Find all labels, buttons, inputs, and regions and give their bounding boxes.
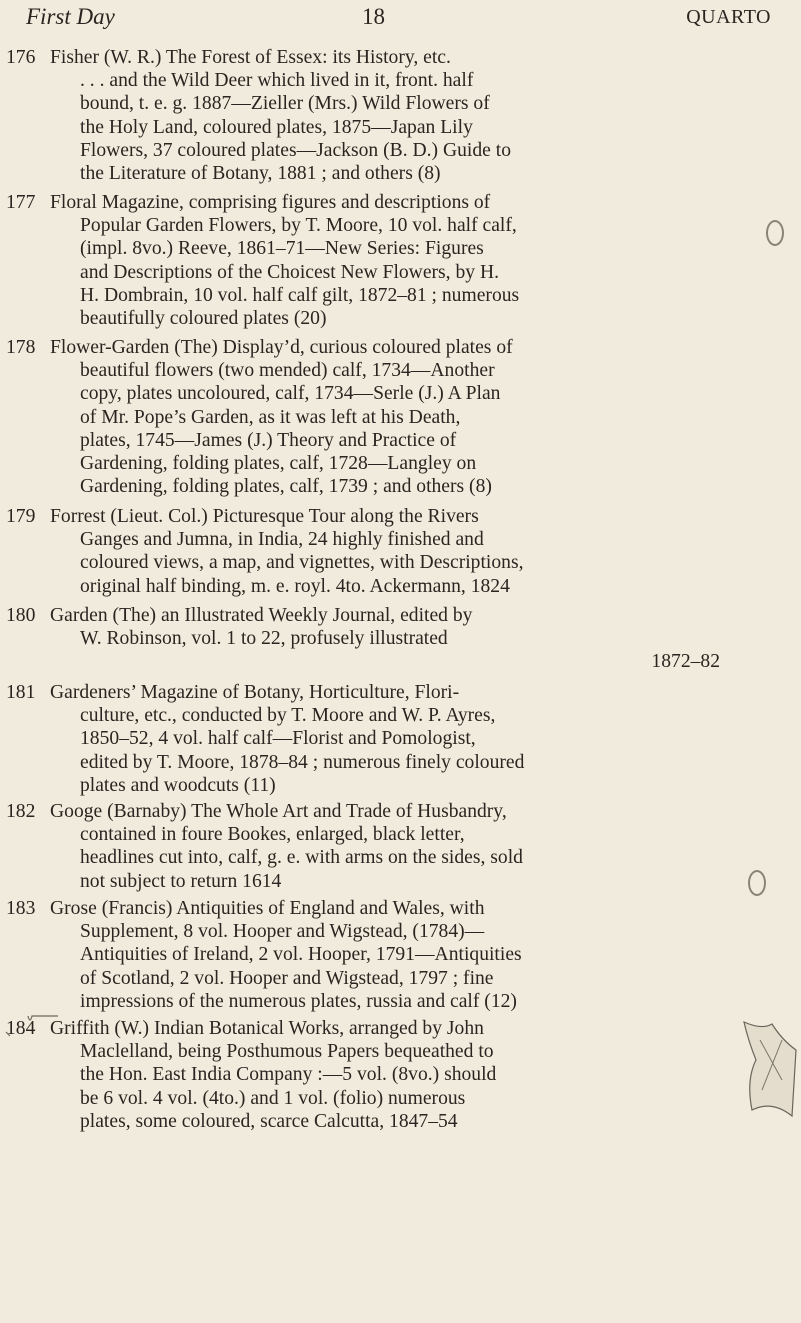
entry-line: be 6 vol. 4 vol. (4to.) and 1 vol. (folio) numerous bbox=[80, 1087, 466, 1109]
entry-line: Forrest (Lieut. Col.) Picturesque Tour along the Rivers bbox=[50, 506, 479, 527]
lot-number: 176 bbox=[6, 47, 36, 68]
entry-line: . . . and the Wild Deer which lived in it, front. half bbox=[80, 70, 474, 92]
catalogue-entry-179 bbox=[6, 505, 720, 598]
catalogue-entry-183 bbox=[6, 897, 720, 1013]
entry-line: of Mr. Pope’s Garden, as it was left at his Death, bbox=[80, 406, 461, 428]
entry-line: W. Robinson, vol. 1 to 22, profusely illustrated bbox=[80, 628, 448, 650]
catalogue-entry-181 bbox=[6, 681, 720, 797]
entry-line: coloured views, a map, and vignettes, with Descriptions, bbox=[80, 552, 524, 574]
entry-line: the Holy Land, coloured plates, 1875—Japan Lily bbox=[80, 116, 473, 138]
entry-line: edited by T. Moore, 1878–84 ; numerous finely coloured bbox=[80, 751, 525, 773]
entry-line: and Descriptions of the Choicest New Flowers, by H. bbox=[80, 261, 500, 283]
entry-line: Floral Magazine, comprising figures and descriptions of bbox=[50, 192, 491, 213]
catalogue-entry-176 bbox=[6, 46, 720, 185]
binding-hole-mark bbox=[748, 870, 766, 896]
entry-line: Garden (The) an Illustrated Weekly Journal, edited by bbox=[50, 605, 473, 626]
entry-line: Gardeners’ Magazine of Botany, Horticulture, Flori- bbox=[50, 682, 460, 703]
lot-number: 179 bbox=[6, 506, 36, 527]
entry-line: Flowers, 37 coloured plates—Jackson (B. D.) Guide to bbox=[80, 139, 511, 161]
entry-line: Gardening, folding plates, calf, 1728—Langley on bbox=[80, 453, 477, 475]
entry-line: Grose (Francis) Antiquities of England and Wales, with bbox=[50, 898, 485, 919]
entry-line: Ganges and Jumna, in India, 24 highly finished and bbox=[80, 529, 484, 551]
entry-date: 1872–82 bbox=[651, 651, 720, 673]
catalogue-entry-180 bbox=[6, 604, 720, 674]
header-day: First Day bbox=[26, 4, 115, 29]
entry-line: original half binding, m. e. royl. 4to. Ackermann, 1824 bbox=[80, 575, 510, 597]
entry-line: Fisher (W. R.) The Forest of Essex: its History, etc. bbox=[50, 47, 451, 68]
entry-line: headlines cut into, calf, g. e. with arms on the sides, sold bbox=[80, 847, 523, 869]
entry-line: Griffith (W.) Indian Botanical Works, arranged by John bbox=[50, 1018, 484, 1039]
entry-line: copy, plates uncoloured, calf, 1734—Serle (J.) A Plan bbox=[80, 383, 501, 405]
entry-line: Flower-Garden (The) Display’d, curious coloured plates of bbox=[50, 337, 513, 358]
entry-line: plates and woodcuts (11) bbox=[80, 774, 276, 796]
page-tear-mark bbox=[742, 1020, 798, 1118]
lot-number: 177 bbox=[6, 192, 36, 213]
entry-line: beautifully coloured plates (20) bbox=[80, 308, 327, 330]
entry-line: impressions of the numerous plates, russia and calf (12) bbox=[80, 990, 517, 1012]
entry-line: H. Dombrain, 10 vol. half calf gilt, 1872–81 ; numerous bbox=[80, 284, 520, 306]
entry-line: Popular Garden Flowers, by T. Moore, 10 vol. half calf, bbox=[80, 215, 517, 237]
entry-line: the Hon. East India Company :—5 vol. (8vo.) should bbox=[80, 1064, 497, 1086]
entry-line: Supplement, 8 vol. Hooper and Wigstead, (1784)— bbox=[80, 921, 485, 943]
entry-line: contained in foure Bookes, enlarged, black letter, bbox=[80, 824, 465, 846]
lot-number: 183 bbox=[6, 898, 36, 919]
entry-line: Maclelland, being Posthumous Papers bequeathed to bbox=[80, 1041, 494, 1063]
entry-line: Antiquities of Ireland, 2 vol. Hooper, 1791—Antiquities bbox=[80, 944, 522, 966]
entry-line: the Literature of Botany, 1881 ; and others (8) bbox=[80, 163, 441, 185]
entry-line: of Scotland, 2 vol. Hooper and Wigstead, 1797 ; fine bbox=[80, 967, 494, 989]
catalogue-entry-184 bbox=[6, 1017, 720, 1133]
entry-line: beautiful flowers (two mended) calf, 1734—Another bbox=[80, 360, 495, 382]
page-number: 18 bbox=[362, 4, 385, 29]
lot-number: 184 bbox=[6, 1018, 36, 1039]
lot-number: 182 bbox=[6, 801, 36, 822]
entry-line: 1850–52, 4 vol. half calf—Florist and Pomologist, bbox=[80, 728, 476, 750]
catalogue-entry-177 bbox=[6, 191, 720, 330]
entry-line: Gardening, folding plates, calf, 1739 ; and others (8) bbox=[80, 476, 492, 498]
entry-line: (impl. 8vo.) Reeve, 1861–71—New Series: Figures bbox=[80, 238, 484, 260]
entry-line: Googe (Barnaby) The Whole Art and Trade of Husbandry, bbox=[50, 801, 507, 822]
lot-number: 180 bbox=[6, 605, 36, 626]
entry-line: not subject to return 1614 bbox=[80, 870, 282, 892]
header-format: QUARTO bbox=[686, 6, 771, 28]
page-header bbox=[26, 4, 771, 38]
lot-number: 178 bbox=[6, 337, 36, 358]
entry-line: culture, etc., conducted by T. Moore and W. P. Ayres, bbox=[80, 705, 496, 727]
pencil-mark bbox=[0, 1012, 60, 1062]
binding-hole-mark bbox=[766, 220, 784, 246]
entry-line: plates, some coloured, scarce Calcutta, 1847–54 bbox=[80, 1110, 458, 1132]
catalogue-entry-178 bbox=[6, 336, 720, 498]
catalogue-entry-182 bbox=[6, 800, 720, 893]
entry-line: plates, 1745—James (J.) Theory and Practice of bbox=[80, 429, 457, 451]
entry-line: bound, t. e. g. 1887—Zieller (Mrs.) Wild Flowers of bbox=[80, 93, 490, 115]
lot-number: 181 bbox=[6, 682, 36, 703]
